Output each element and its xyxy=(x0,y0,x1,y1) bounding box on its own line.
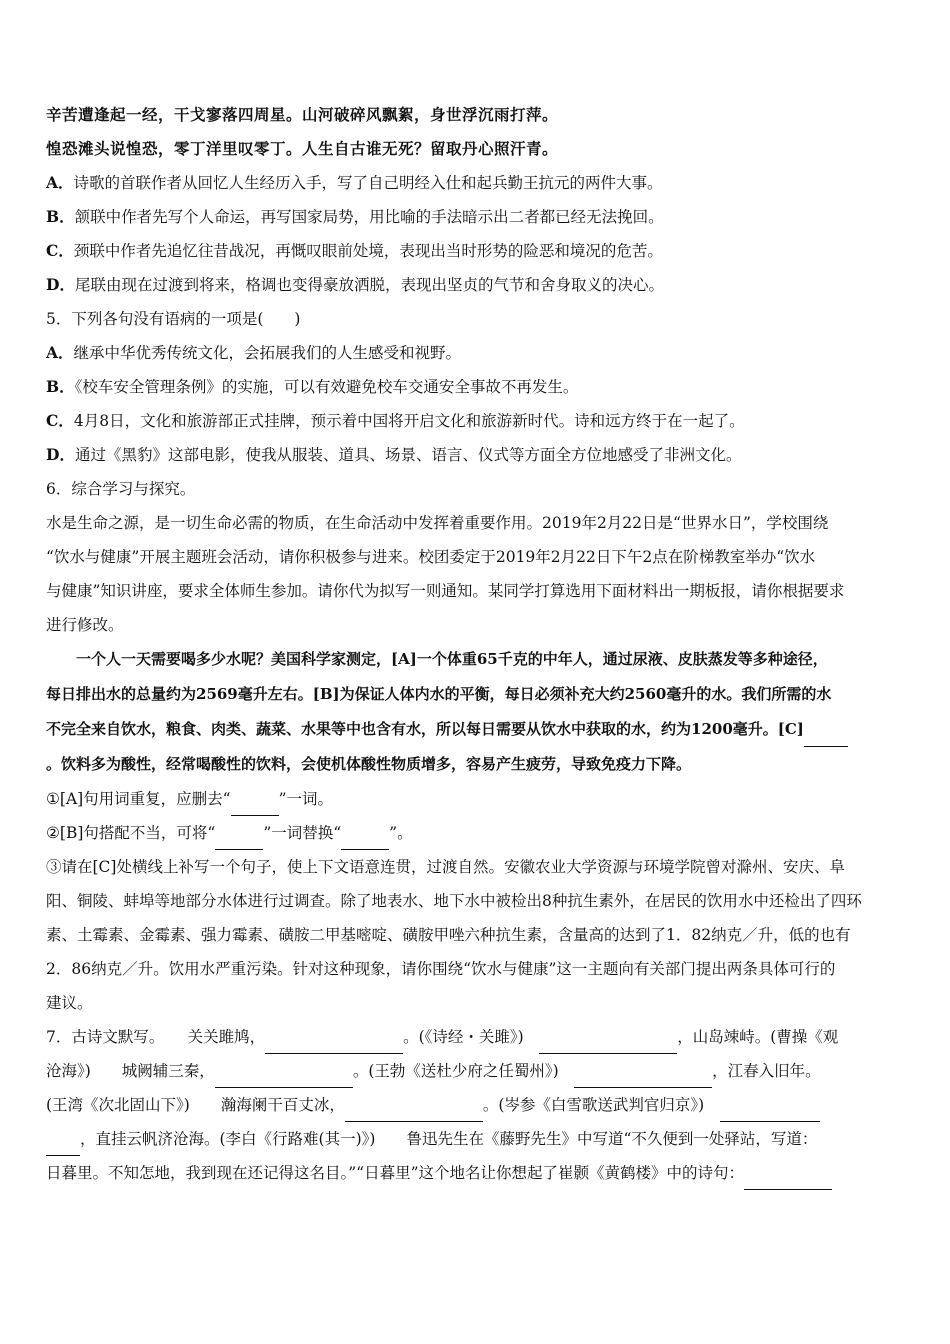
passage-line: 每日排出水的总量约为2569毫升左右。[B]为保证人体内水的平衡，每日必须补充大约2560毫升的水。我们所需的水 xyxy=(46,685,832,703)
q6-sub3-line: 素、土霉素、金霉素、强力霉素、磺胺二甲基嘧啶、磺胺甲唑六种抗生素，含量高的达到了1．82纳克／升，低的也有 xyxy=(46,926,851,944)
q5-stem: 5．下列各句没有语病的一项是( ) xyxy=(46,310,301,328)
option-text: 颈联中作者先追忆往昔战况，再慨叹眼前处境，表现出当时形势的险恶和境况的危苦。 xyxy=(73,242,663,260)
q6-intro-line: 与健康”知识讲座，要求全体师生参加。请你代为拟写一则通知。某同学打算选用下面材料出一期板报，请你根据要求 xyxy=(46,582,845,600)
option-text: 4月8日，文化和旅游部正式挂牌，预示着中国将开启文化和旅游新时代。诗和远方终于在一起了。 xyxy=(73,412,745,430)
answer-blank[interactable] xyxy=(46,1135,80,1156)
option-text: 《校车安全管理条例》的实施，可以有效避免校车交通安全事故不再发生。 xyxy=(74,378,579,396)
document-page xyxy=(46,98,906,1190)
q7-text: ，山岛竦峙。(曹操《观 xyxy=(677,1028,839,1046)
q6-sub3-line: ③请在[C]处横线上补写一个句子，使上下文语意连贯，过渡自然。安徽农业大学资源与环境学院曾对滁州、安庆、阜 xyxy=(46,858,845,876)
sub1-pre: ①[A]句用词重复，应删去“ xyxy=(46,790,231,808)
q4-option-d xyxy=(46,268,906,302)
q7-text: 。(《诗经・关雎》) xyxy=(403,1028,540,1046)
q4-option-c xyxy=(46,234,906,268)
sub2-post: ”。 xyxy=(389,824,413,842)
q7-text: 日暮里。不知怎地，我到现在还记得这名目。”“日暮里”这个地名让你想起了崔颢《黄鹤楼》中的诗句： xyxy=(46,1164,745,1182)
q6-sub3-line: 建议。 xyxy=(46,994,93,1012)
q7-line-4 xyxy=(46,1122,906,1156)
answer-blank[interactable] xyxy=(341,829,389,850)
q7-line-2 xyxy=(46,1054,906,1088)
q7-text: 7．古诗文默写。 关关雎鸠， xyxy=(46,1028,266,1046)
sub2-pre: ②[B]句搭配不当，可将“ xyxy=(46,824,216,842)
answer-blank[interactable] xyxy=(345,1101,483,1122)
answer-blank[interactable] xyxy=(215,1067,353,1088)
q6-stem: 6．综合学习与探究。 xyxy=(46,480,196,498)
answer-blank[interactable] xyxy=(231,795,279,816)
q7-text: ，江春入旧年。 xyxy=(712,1062,821,1080)
q6-sub3-line: 2．86纳克／升。饮用水严重污染。针对这种现象，请你围绕“饮水与健康”这一主题向有关部门提出两条具体可行的 xyxy=(46,960,836,978)
option-text: 继承中华优秀传统文化，会拓展我们的人生感受和视野。 xyxy=(73,344,462,362)
passage-line xyxy=(46,712,906,747)
option-letter: D． xyxy=(46,445,75,464)
passage-line: 。饮料多为酸性，经常喝酸性的饮料，会使机体酸性物质增多，容易产生疲劳，导致免疫力下降。 xyxy=(46,755,692,773)
q6-intro-line: 进行修改。 xyxy=(46,616,124,634)
answer-blank[interactable] xyxy=(265,1033,403,1054)
option-letter: B． xyxy=(46,207,75,226)
q7-line-3 xyxy=(46,1088,906,1122)
answer-blank[interactable] xyxy=(574,1067,712,1088)
q5-option-a xyxy=(46,336,906,370)
q7-text: 。(王勃《送杜少府之任蜀州》) xyxy=(352,1062,575,1080)
option-text: 诗歌的首联作者从回忆人生经历入手，写了自己明经入仕和起兵勤王抗元的两件大事。 xyxy=(73,174,663,192)
q5-option-c xyxy=(46,404,906,438)
passage-line: 一个人一天需要喝多少水呢？美国科学家测定，[A]一个体重65千克的中年人，通过尿液、皮肤蒸发等多种途径， xyxy=(76,650,828,668)
answer-blank[interactable] xyxy=(539,1033,677,1054)
q6-sub2 xyxy=(46,816,906,850)
q4-option-b xyxy=(46,200,906,234)
q7-text: 。(岑参《白雪歌送武判官归京》) xyxy=(482,1096,720,1114)
option-text: 尾联由现在过渡到将来，格调也变得豪放洒脱，表现出坚贞的气节和舍身取义的决心。 xyxy=(74,276,664,294)
q4-option-a xyxy=(46,166,906,200)
q6-intro-line: 水是生命之源，是一切生命必需的物质，在生命活动中发挥着重要作用。2019年2月22日是“世界水日”，学校围绕 xyxy=(46,514,829,532)
answer-blank[interactable] xyxy=(215,829,263,850)
sub1-post: ”一词。 xyxy=(278,790,334,808)
option-letter: C． xyxy=(46,241,74,260)
answer-blank[interactable] xyxy=(804,726,848,747)
option-letter: D． xyxy=(46,275,75,294)
q7-line-1 xyxy=(46,1020,906,1054)
q5-option-d xyxy=(46,438,906,472)
q7-text: (王湾《次北固山下》) 瀚海阑干百丈冰， xyxy=(46,1096,345,1114)
q5-option-b xyxy=(46,370,906,404)
q6-sub1 xyxy=(46,782,906,816)
q7-line-5 xyxy=(46,1156,906,1190)
answer-blank[interactable] xyxy=(720,1101,820,1122)
option-letter: C． xyxy=(46,411,74,430)
q6-sub3-line: 阳、铜陵、蚌埠等地部分水体进行过调查。除了地表水、地下水中被检出8种抗生素外，在居民的饮用水中还检出了四环 xyxy=(46,892,862,910)
option-letter: A． xyxy=(46,173,74,192)
option-letter: B． xyxy=(46,377,75,396)
poem-line-1: 辛苦遭逢起一经，干戈寥落四周星。山河破碎风飘絮，身世浮沉雨打萍。 xyxy=(46,105,559,124)
answer-blank[interactable] xyxy=(744,1169,832,1190)
sub2-mid: ”一词替换“ xyxy=(263,824,342,842)
q7-text: 沧海》) 城阙辅三秦， xyxy=(46,1062,215,1080)
option-text: 通过《黑豹》这部电影，使我从服装、道具、场景、语言、仪式等方面全方位地感受了非洲文化。 xyxy=(74,446,742,464)
passage-text: 不完全来自饮水，粮食、肉类、蔬菜、水果等中也含有水，所以每日需要从饮水中获取的水，约为1200毫升。[C] xyxy=(46,720,804,738)
poem-line-2: 惶恐滩头说惶恐，零丁洋里叹零丁。人生自古谁无死？留取丹心照汗青。 xyxy=(46,139,559,158)
option-text: 颔联中作者先写个人命运，再写国家局势，用比喻的手法暗示出二者都已经无法挽回。 xyxy=(74,208,664,226)
q7-text: ，直挂云帆济沧海。(李白《行路难(其一)》) 鲁迅先生在《藤野先生》中写道“不久便到一处驿站，写道： xyxy=(80,1130,818,1148)
q6-intro-line: “饮水与健康”开展主题班会活动，请你积极参与进来。校团委定于2019年2月22日下午2点在阶梯教室举办“饮水 xyxy=(46,548,816,566)
option-letter: A． xyxy=(46,343,74,362)
